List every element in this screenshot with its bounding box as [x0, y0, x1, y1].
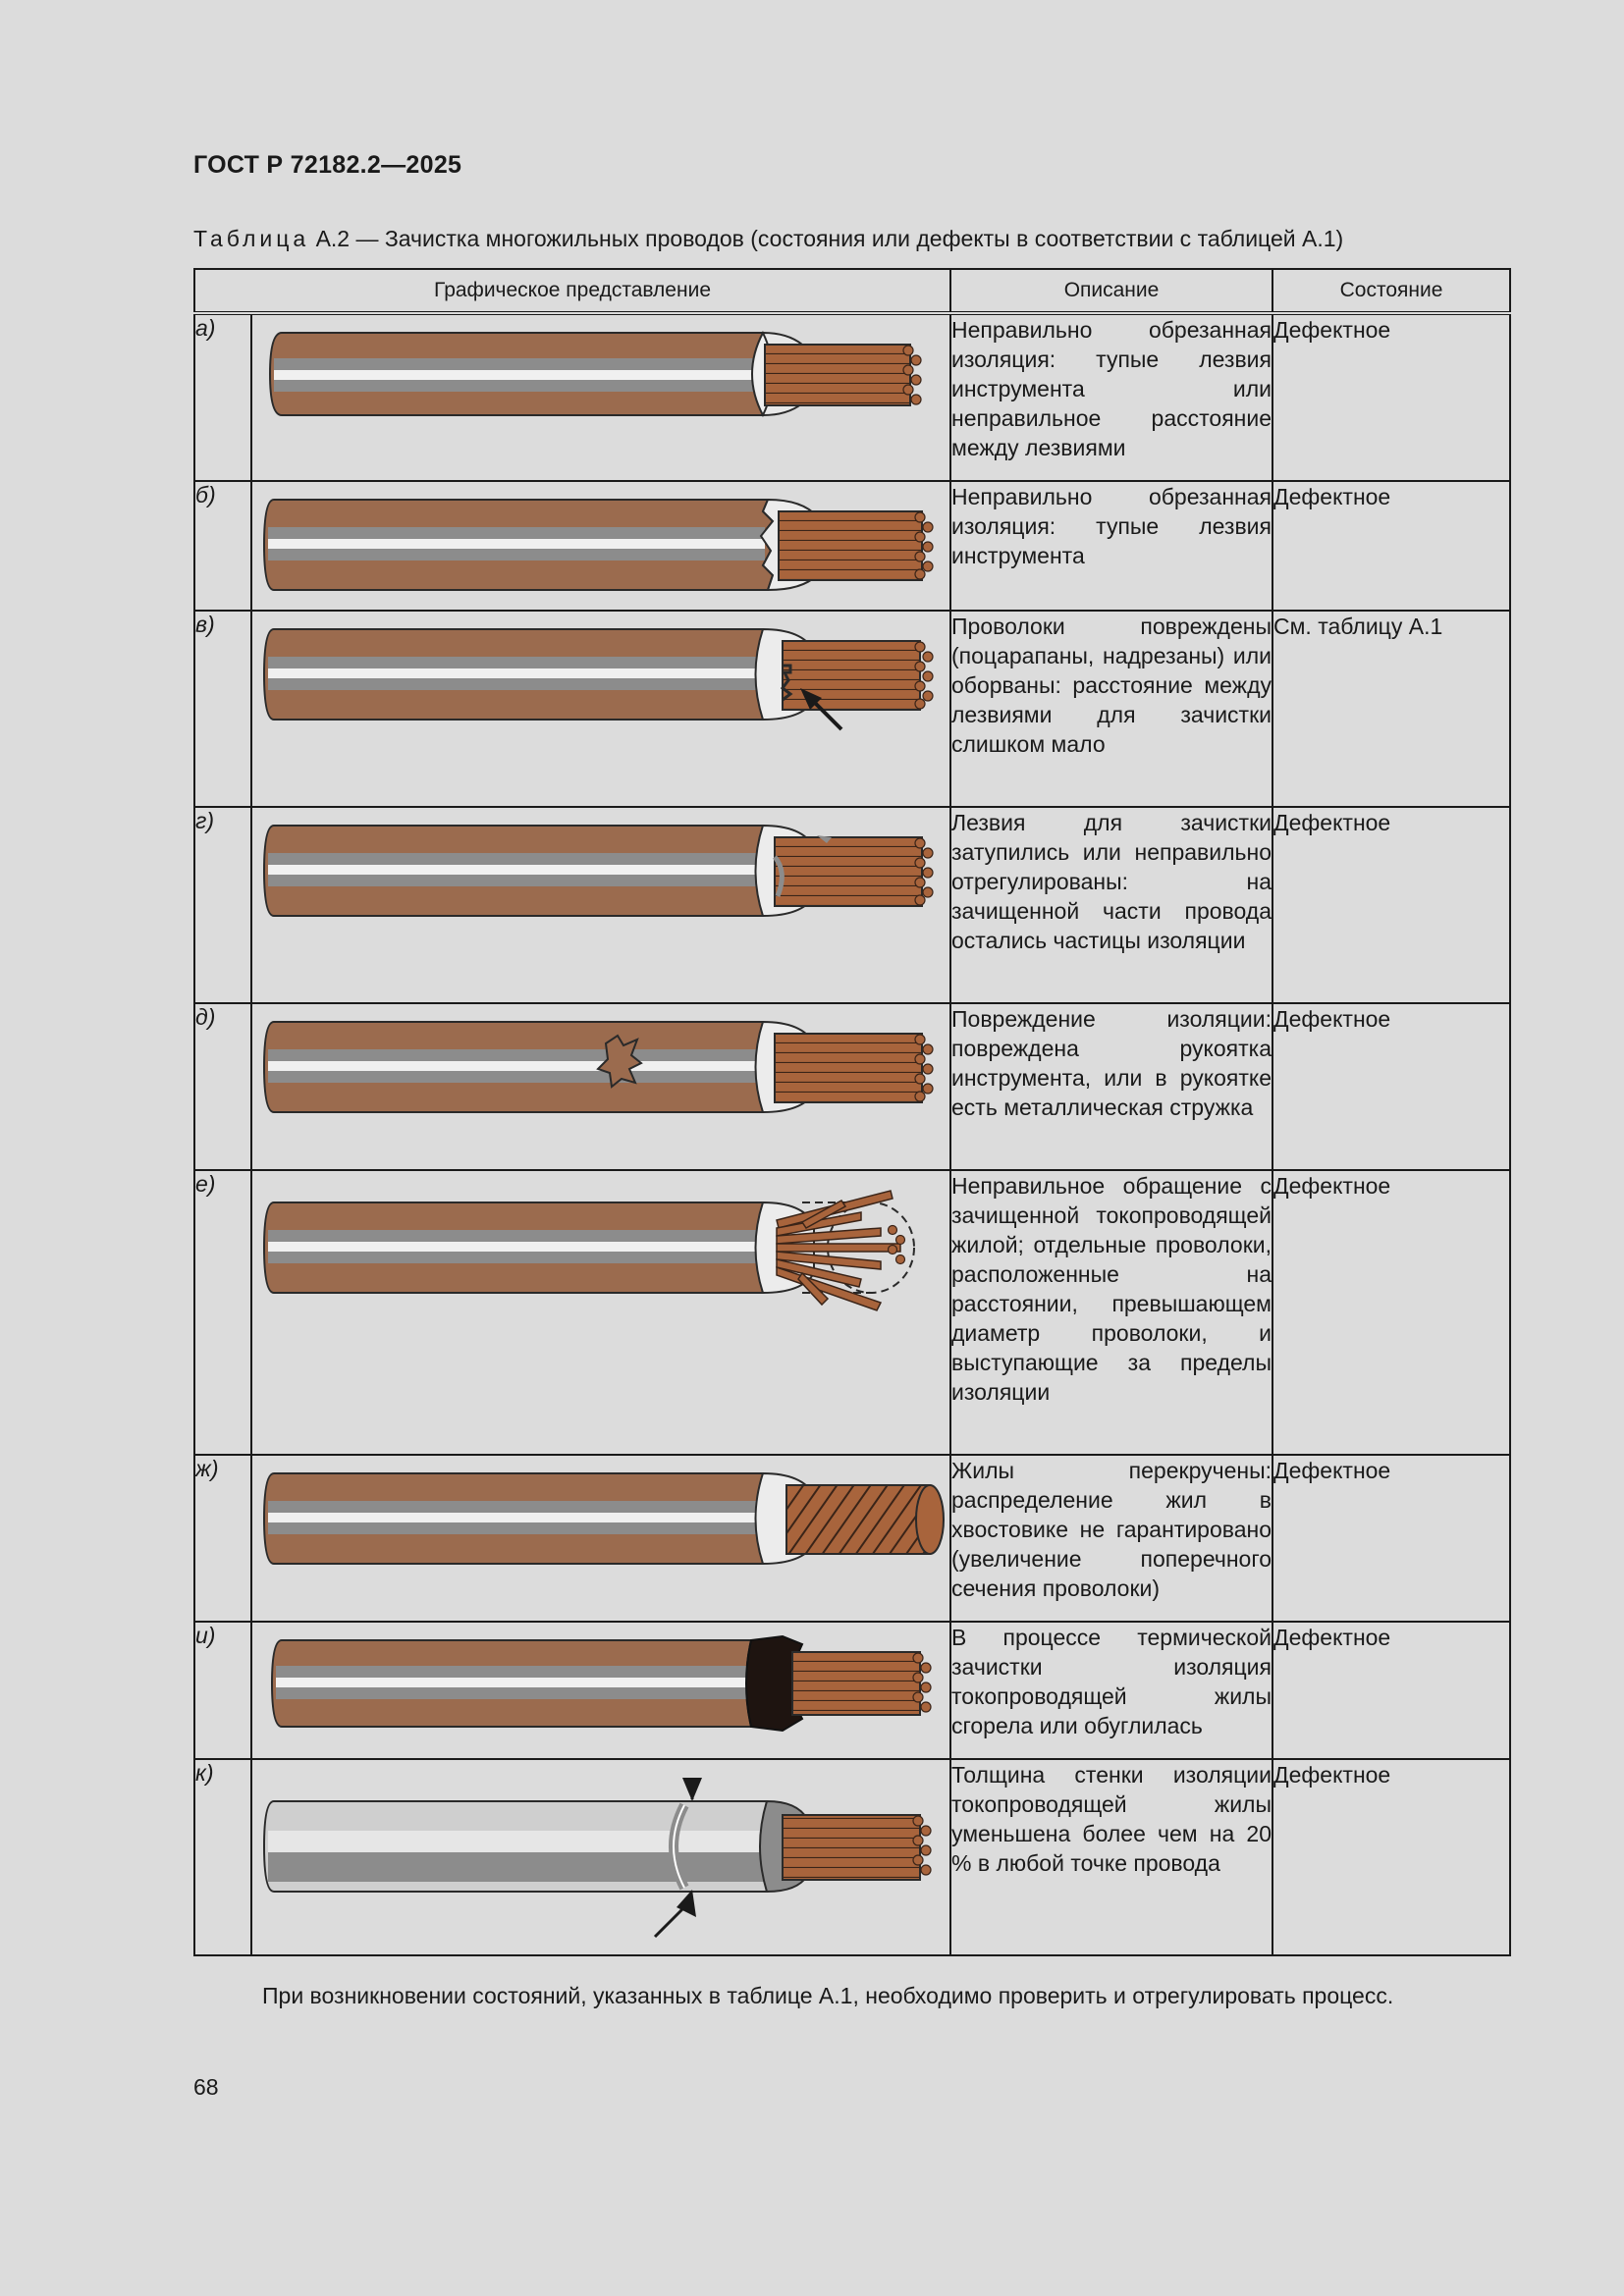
header-graphic: Графическое представление	[194, 269, 950, 313]
footnote: При возникновении состояний, указанных в таблице А.1, необходимо проверить и отрегулировать процесс.	[262, 1983, 1394, 2008]
row-label: б)	[194, 481, 251, 611]
row-label: е)	[194, 1170, 251, 1455]
table-row	[194, 1455, 1510, 1622]
wire-illustration	[251, 1759, 950, 1955]
header-description: Описание	[950, 269, 1272, 313]
row-description: Проволоки повреждены (поцарапаны, надрезаны) или оборваны: расстояние между лезвиями для зачистки слишком мало	[950, 611, 1272, 807]
wire-illustration	[251, 1170, 950, 1455]
row-state: См. таблицу А.1	[1272, 611, 1510, 807]
stripping-table	[193, 268, 1511, 1956]
row-state: Дефектное	[1272, 1003, 1510, 1170]
wire-illustration	[251, 1622, 950, 1759]
row-label: д)	[194, 1003, 251, 1170]
wire-illustration	[251, 1003, 950, 1170]
wire-illustration	[251, 481, 950, 611]
table-row	[194, 611, 1510, 807]
table-caption	[193, 226, 1343, 252]
caption-word: Таблица	[193, 226, 310, 251]
row-description: Лезвия для зачистки затупились или неправильно отрегулированы: на зачищенной части провода остались частицы изоляции	[950, 807, 1272, 1003]
row-state: Дефектное	[1272, 481, 1510, 611]
row-state: Дефектное	[1272, 807, 1510, 1003]
wire-d-figure	[252, 808, 949, 1002]
table-row	[194, 481, 1510, 611]
wire-b-figure	[252, 482, 949, 610]
table-row	[194, 1759, 1510, 1955]
wire-illustration	[251, 611, 950, 807]
row-description: Толщина стенки изоляции токопроводящей жилы уменьшена более чем на 20 % в любой точке провода	[950, 1759, 1272, 1955]
row-label: г)	[194, 807, 251, 1003]
table-header-row	[194, 269, 1510, 313]
wire-illustration	[251, 807, 950, 1003]
wire-h-figure	[252, 1623, 949, 1758]
page-number: 68	[193, 2074, 219, 2100]
row-state: Дефектное	[1272, 1170, 1510, 1455]
row-description: Жилы перекручены: распределение жил в хвостовике не гарантировано (увеличение поперечного сечения проволоки)	[950, 1455, 1272, 1622]
row-label: и)	[194, 1622, 251, 1759]
row-state: Дефектное	[1272, 313, 1510, 481]
table-row	[194, 313, 1510, 481]
row-state: Дефектное	[1272, 1622, 1510, 1759]
row-label: в)	[194, 611, 251, 807]
table-row	[194, 1003, 1510, 1170]
table-row	[194, 1622, 1510, 1759]
wire-i-figure	[252, 1760, 949, 1954]
row-description: Повреждение изоляции: повреждена рукоятка инструмента, или в рукоятке есть металлическая стружка	[950, 1003, 1272, 1170]
row-label: к)	[194, 1759, 251, 1955]
wire-c-figure	[252, 612, 949, 806]
wire-e-figure	[252, 1004, 949, 1169]
wire-f-figure	[252, 1171, 949, 1454]
row-label: а)	[194, 313, 251, 481]
row-state: Дефектное	[1272, 1759, 1510, 1955]
header-state: Состояние	[1272, 269, 1510, 313]
table-row	[194, 1170, 1510, 1455]
table-row	[194, 807, 1510, 1003]
wire-illustration	[251, 1455, 950, 1622]
row-description: В процессе термической зачистки изоляция токопроводящей жилы сгорела или обуглилась	[950, 1622, 1272, 1759]
row-description: Неправильно обрезанная изоляция: тупые лезвия инструмента или неправильное расстояние между лезвиями	[950, 313, 1272, 481]
row-description: Неправильно обрезанная изоляция: тупые лезвия инструмента	[950, 481, 1272, 611]
wire-g-figure	[252, 1456, 949, 1621]
document-header: ГОСТ Р 72182.2—2025	[193, 151, 462, 179]
wire-illustration	[251, 313, 950, 481]
row-state: Дефектное	[1272, 1455, 1510, 1622]
wire-a-figure	[252, 315, 949, 480]
row-description: Неправильное обращение с зачищенной токопроводящей жилой; отдельные проволоки, расположенные на расстоянии, превышающем диаметр проволоки, и выступающие за пределы изоляции	[950, 1170, 1272, 1455]
caption-text: А.2 — Зачистка многожильных проводов (состояния или дефекты в соответствии с таблицей А.1)	[309, 226, 1344, 251]
row-label: ж)	[194, 1455, 251, 1622]
